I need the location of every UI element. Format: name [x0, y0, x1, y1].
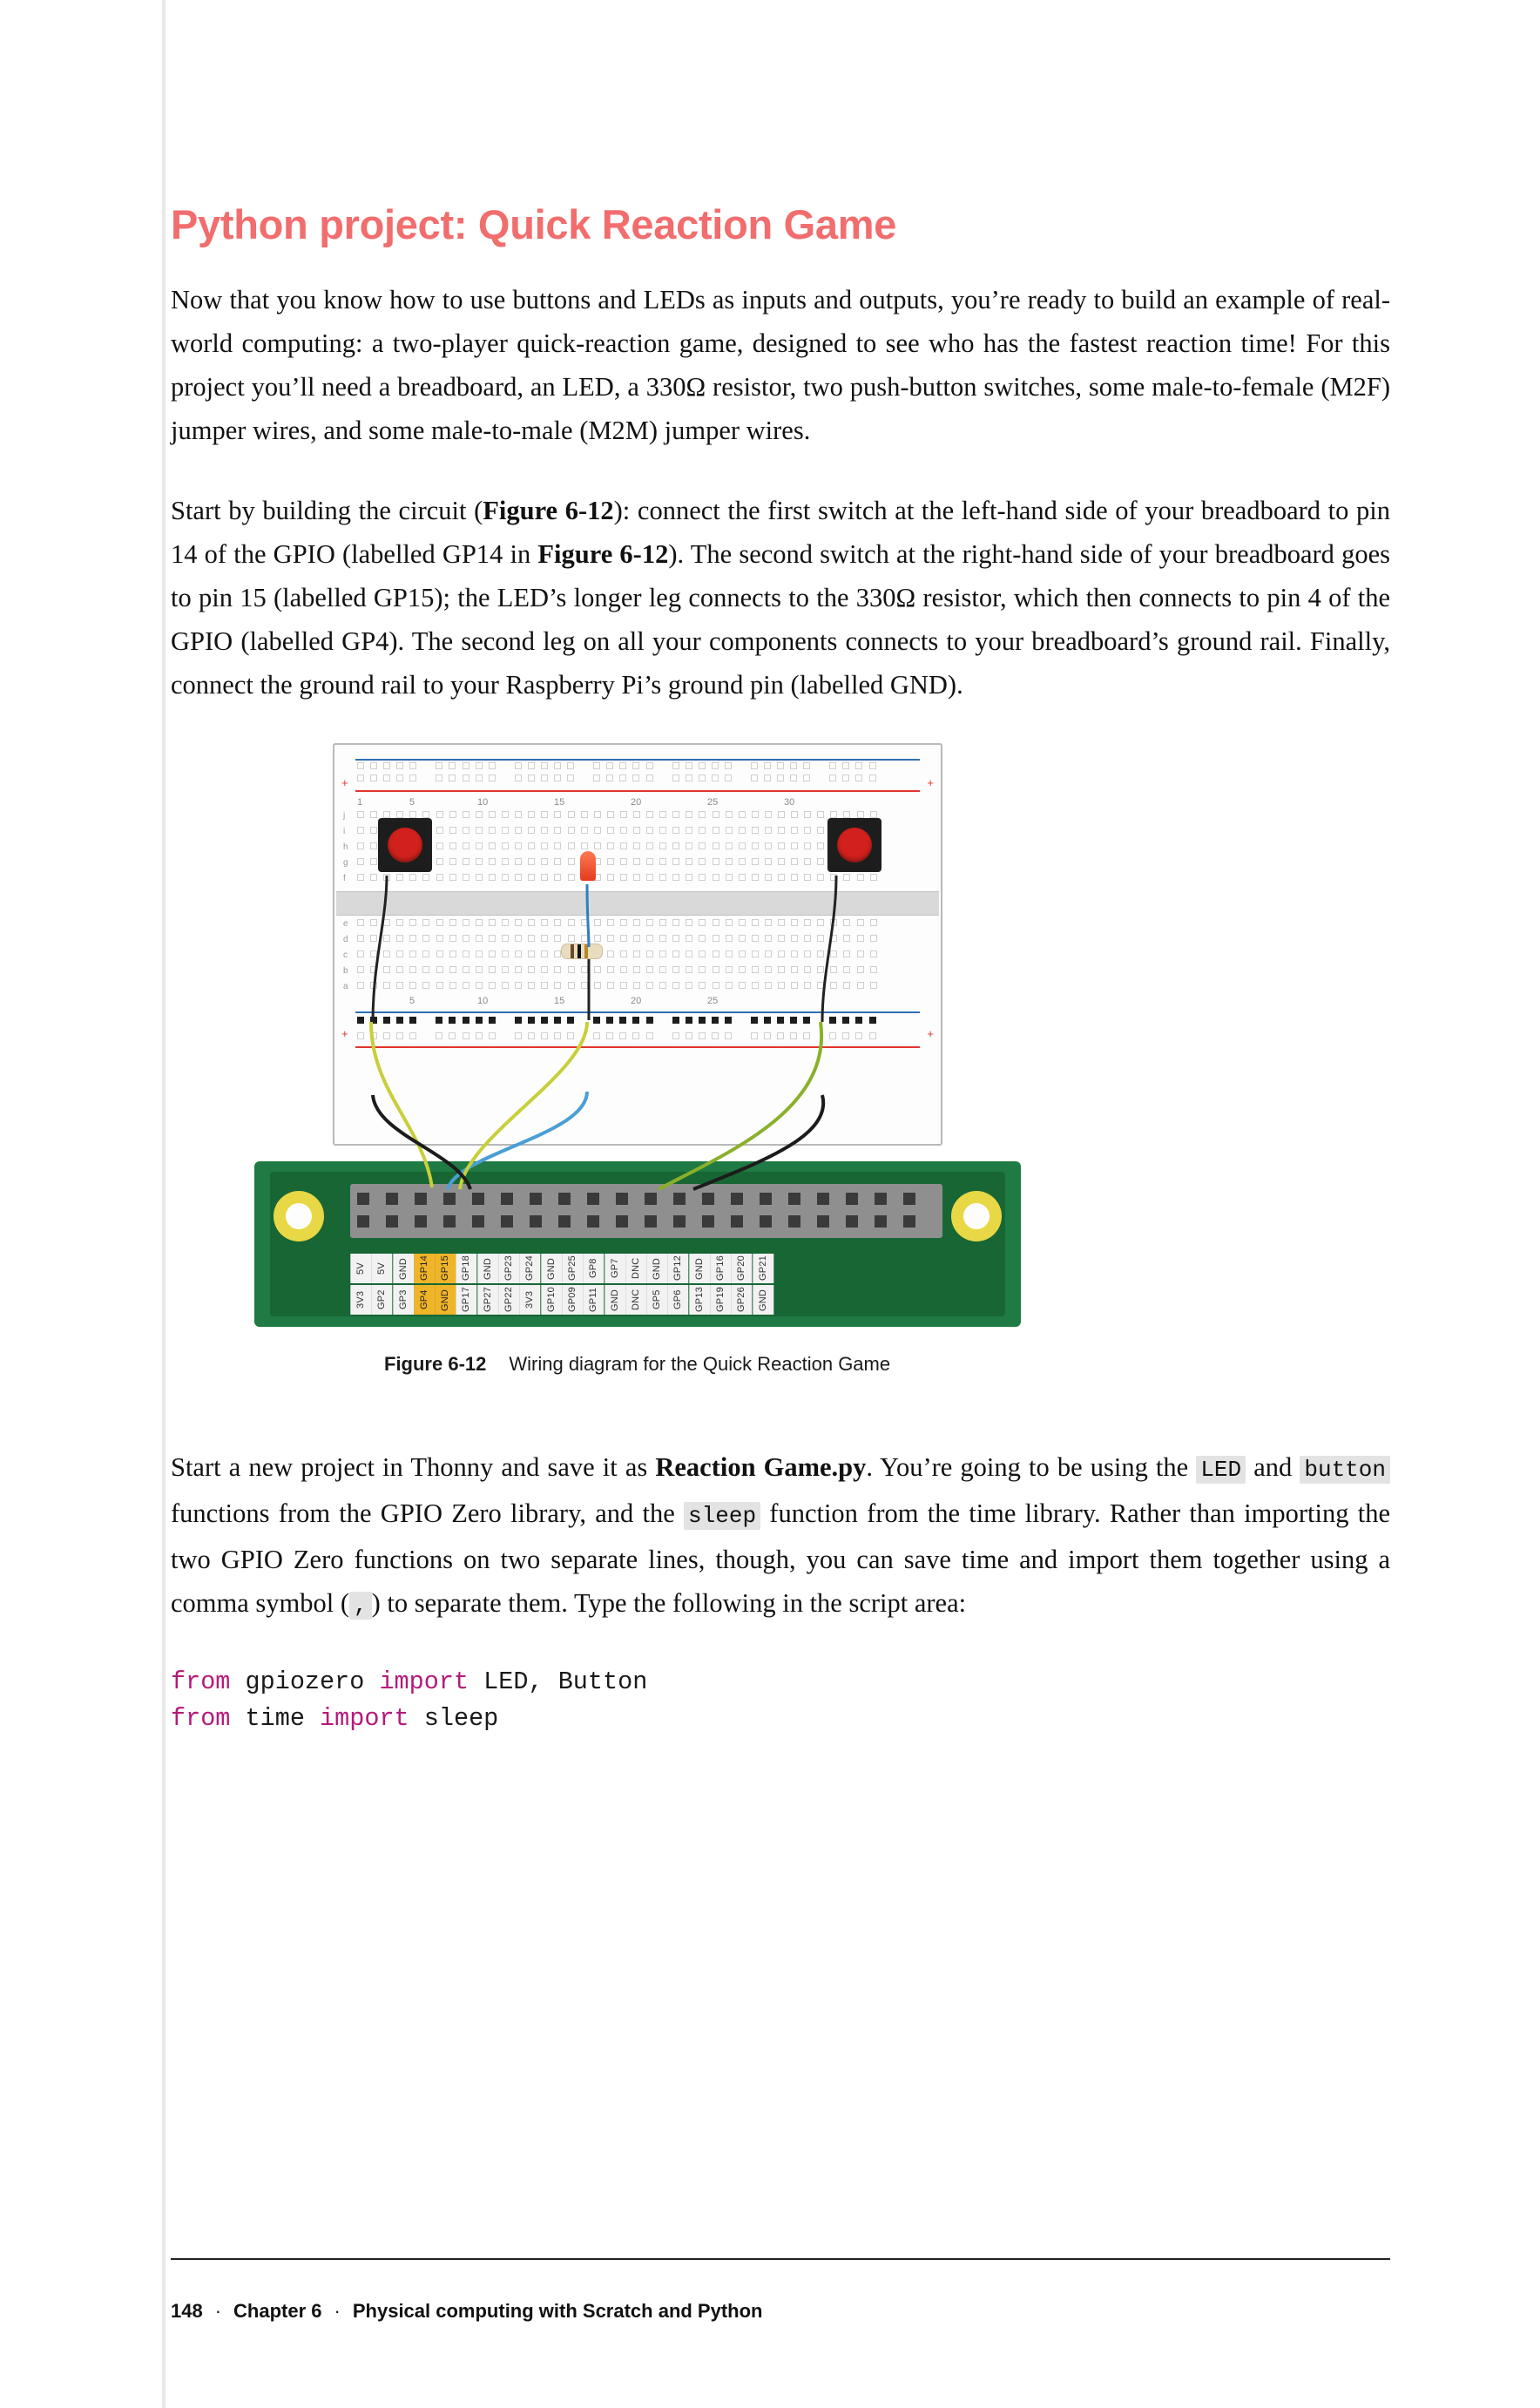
- pin-col-5: [435, 1254, 456, 1315]
- row-letter-h: h: [343, 842, 348, 852]
- pin-col-12: [583, 1254, 604, 1315]
- col-num-bottom-10: 10: [477, 996, 489, 1006]
- pin-top-1: 5V: [350, 1254, 371, 1283]
- code-block: [171, 1664, 1390, 1737]
- pin-col-16: [667, 1254, 688, 1315]
- code-kw-from-2: from: [171, 1704, 231, 1733]
- pin-bottom-10: GP10: [541, 1285, 562, 1315]
- col-num-20: 20: [631, 797, 642, 808]
- para3-seg3: and: [1246, 1452, 1300, 1482]
- rail-plus-top-right: +: [927, 776, 934, 789]
- code-sleep: sleep: [684, 1502, 760, 1530]
- pin-col-15: [646, 1254, 667, 1315]
- pin-bottom-4: GP4: [414, 1285, 435, 1315]
- code-kw-from-1: from: [171, 1667, 231, 1696]
- pin-top-12: GP8: [583, 1254, 604, 1283]
- pin-bottom-14: DNC: [625, 1285, 646, 1315]
- row-letter-e: e: [343, 919, 348, 929]
- row-letter-j: j: [343, 811, 346, 821]
- pin-top-6: GP18: [456, 1254, 476, 1283]
- code-button: button: [1300, 1456, 1390, 1484]
- breadboard-diagram: [333, 743, 942, 1153]
- pin-bottom-20: GND: [753, 1285, 773, 1315]
- code-mod-gpiozero: gpiozero: [230, 1667, 380, 1696]
- col-num-5: 5: [409, 797, 415, 808]
- pin-col-11: [562, 1254, 583, 1315]
- pin-col-10: [541, 1254, 562, 1315]
- pin-top-8: GP23: [498, 1254, 519, 1283]
- pin-top-7: GND: [477, 1254, 498, 1283]
- pin-bottom-17: GP13: [689, 1285, 710, 1315]
- col-num-bottom-15: 15: [554, 996, 565, 1006]
- pin-bottom-8: GP22: [498, 1285, 519, 1315]
- pin-col-20: [753, 1254, 773, 1315]
- pin-top-4: GP14: [414, 1254, 435, 1283]
- pin-bottom-9: 3V3: [519, 1285, 540, 1315]
- pin-bottom-7: GP27: [477, 1285, 498, 1315]
- code-kw-import-1: import: [379, 1667, 469, 1696]
- pin-bottom-1: 3V3: [350, 1285, 371, 1315]
- pin-top-15: GND: [646, 1254, 667, 1283]
- row-letter-d: d: [343, 935, 348, 944]
- col-num-30: 30: [784, 797, 795, 808]
- footer-divider: [171, 2258, 1390, 2260]
- code-names-1: LED, Button: [469, 1667, 648, 1696]
- pin-col-14: [625, 1254, 646, 1315]
- pin-top-2: 5V: [371, 1254, 392, 1283]
- paragraph-circuit: [171, 489, 1390, 707]
- gpio-header-pins: [350, 1184, 942, 1238]
- footer-sep-1: ·: [214, 2300, 222, 2322]
- pin-top-19: GP20: [731, 1254, 752, 1283]
- pin-col-17: [689, 1254, 710, 1315]
- pin-top-3: GND: [393, 1254, 414, 1283]
- code-led: LED: [1196, 1456, 1246, 1484]
- col-num-bottom-25: 25: [707, 996, 719, 1006]
- code-kw-import-2: import: [320, 1704, 409, 1733]
- gpio-header: [350, 1184, 942, 1238]
- pin-bottom-3: GP3: [393, 1285, 414, 1315]
- figure-caption-text: Wiring diagram for the Quick Reaction Game: [509, 1353, 891, 1375]
- pin-col-4: [414, 1254, 435, 1315]
- gpio-pin-labels: [350, 1254, 942, 1315]
- footer-chapter-title: Physical computing with Scratch and Python: [352, 2300, 763, 2322]
- pin-col-13: [605, 1254, 625, 1315]
- breadboard-wires: [334, 745, 944, 1076]
- figure-ref-2: Figure 6-12: [537, 539, 669, 569]
- row-letter-f: f: [343, 874, 346, 883]
- pin-top-10: GND: [541, 1254, 562, 1283]
- row-letter-c: c: [343, 950, 348, 960]
- page-footer: [171, 2300, 763, 2323]
- filename-reaction-game: Reaction Game.py: [655, 1452, 867, 1482]
- rail-plus-top-left: +: [341, 776, 348, 789]
- para3-seg5: function from the time library. Rather than importing the two GPIO Zero functions on two separate lines, though, you can save time and import them together using a comma symbol (: [171, 1498, 1390, 1618]
- para3-seg6: ) to separate them. Type the following in the script area:: [371, 1588, 967, 1618]
- pin-bottom-16: GP6: [667, 1285, 688, 1315]
- col-num-25: 25: [707, 797, 719, 808]
- para2-seg2: ): connect the first switch at the left-hand side of your breadboard to pin 14 of the GPIO (labelled GP14 in: [171, 496, 1390, 569]
- pin-bottom-5: GND: [435, 1285, 456, 1315]
- row-letter-b: b: [343, 966, 348, 976]
- col-num-1: 1: [357, 797, 363, 808]
- pin-top-9: GP24: [519, 1254, 540, 1283]
- pi-mounting-hole-right: [951, 1191, 1002, 1241]
- pin-bottom-2: GP2: [371, 1285, 392, 1315]
- raspberry-pi-board: [254, 1161, 1021, 1327]
- pin-col-9: [519, 1254, 540, 1315]
- pin-bottom-18: GP19: [710, 1285, 731, 1315]
- pin-top-16: GP12: [667, 1254, 688, 1283]
- pin-col-2: [371, 1254, 392, 1315]
- pin-col-19: [731, 1254, 752, 1315]
- footer-page-number: 148: [171, 2300, 203, 2322]
- pin-bottom-12: GP11: [583, 1285, 604, 1315]
- pin-bottom-15: GP5: [646, 1285, 667, 1315]
- row-letter-a: a: [343, 982, 348, 991]
- pin-top-17: GND: [689, 1254, 710, 1283]
- pin-col-6: [456, 1254, 476, 1315]
- breadboard: [333, 743, 942, 1146]
- pin-top-5: GP15: [435, 1254, 456, 1283]
- pin-bottom-19: GP26: [731, 1285, 752, 1315]
- pi-mounting-hole-left: [274, 1191, 324, 1241]
- figure-ref-1: Figure 6-12: [483, 496, 614, 525]
- pin-bottom-13: GND: [605, 1285, 625, 1315]
- code-mod-time: time: [230, 1704, 321, 1733]
- pin-top-11: GP25: [562, 1254, 583, 1283]
- pin-col-7: [477, 1254, 498, 1315]
- rail-plus-bottom-right: +: [927, 1027, 934, 1040]
- figure-caption: [384, 1353, 890, 1376]
- footer-sep-2: ·: [334, 2300, 341, 2322]
- paragraph-thonny: [171, 1445, 1390, 1627]
- col-num-15: 15: [554, 797, 565, 808]
- pin-top-20: GP21: [753, 1254, 773, 1283]
- page-title: Python project: Quick Reaction Game: [171, 201, 897, 247]
- row-letter-i: i: [343, 827, 346, 836]
- pin-col-1: [350, 1254, 371, 1315]
- footer-chapter: Chapter 6: [233, 2300, 322, 2322]
- pin-col-8: [498, 1254, 519, 1315]
- col-num-10: 10: [477, 797, 489, 808]
- page-content: [171, 200, 1390, 1737]
- pin-bottom-11: GP09: [562, 1285, 583, 1315]
- page-edge-shadow: [162, 0, 165, 2408]
- rail-plus-bottom-left: +: [341, 1027, 348, 1040]
- para2-seg3: ). The second switch at the right-hand side of your breadboard goes to pin 15 (labelled GP15); the LED’s longer leg connects to the 330Ω resistor, which then connects to pin 4 of the GPIO (labelled GP4). The second leg on all your components connects to your breadboard’s ground rail. Finally, connect the ground rail to your Raspberry Pi’s ground pin (labelled GND).: [171, 539, 1391, 700]
- para2-seg1: Start by building the circuit (: [171, 496, 483, 525]
- breadboard-surface: [334, 745, 941, 1144]
- col-num-bottom-20: 20: [631, 996, 642, 1006]
- col-num-bottom-5: 5: [409, 996, 415, 1006]
- pin-top-14: DNC: [625, 1254, 646, 1283]
- pin-top-18: GP16: [710, 1254, 731, 1283]
- figure-caption-label: Figure 6-12: [384, 1353, 487, 1375]
- paragraph-intro: Now that you know how to use buttons and LEDs as inputs and outputs, you’re ready to build an example of real-world computing: a two-player quick-reaction game, designed to see who has the fastest reaction time! For this project you’ll need a breadboard, an LED, a 330Ω resistor, two push-button switches, some male-to-female (M2F) jumper wires, and some male-to-male (M2M) jumper wires.: [171, 285, 1390, 445]
- pin-col-3: [393, 1254, 414, 1315]
- pin-bottom-6: GP17: [456, 1285, 476, 1315]
- para3-seg1: Start a new project in Thonny and save it as: [171, 1452, 656, 1482]
- code-names-2: sleep: [409, 1704, 499, 1733]
- figure-6-12: [171, 743, 1390, 1405]
- para3-seg2: . You’re going to be using the: [866, 1452, 1197, 1482]
- para3-seg4: functions from the GPIO Zero library, and the: [171, 1498, 685, 1528]
- pin-top-13: GP7: [605, 1254, 625, 1283]
- pin-col-18: [710, 1254, 731, 1315]
- row-letter-g: g: [343, 858, 348, 868]
- code-comma: ,: [349, 1592, 372, 1620]
